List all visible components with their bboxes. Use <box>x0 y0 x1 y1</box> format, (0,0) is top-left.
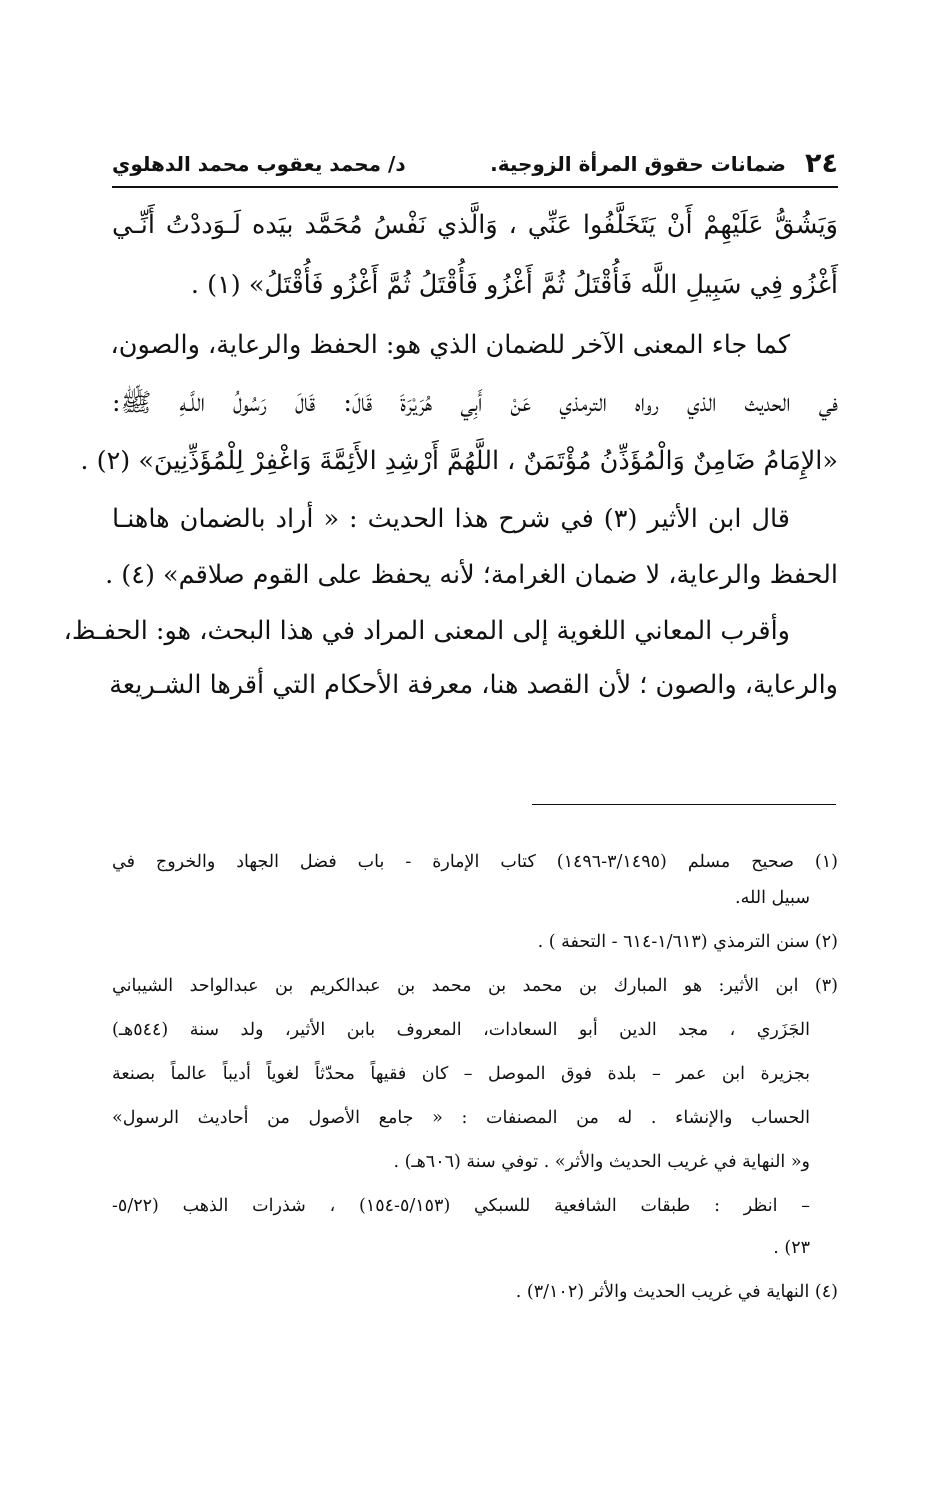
footnote-line: ٢٣) . <box>773 1238 810 1258</box>
footnote-line: (٤) النهاية في غريب الحديث والأثر (٣/١٠٢) . <box>515 1282 838 1302</box>
footnote-line: – انظر : طبقات الشافعية للسبكي (٥/١٥٣-١٥٤) ، شذرات الذهب (٥/٢٢- <box>112 1196 811 1216</box>
page-number: ٢٤ <box>805 148 838 179</box>
header-rule <box>112 186 838 188</box>
body-line: وأقرب المعاني اللغوية إلى المعنى المراد في هذا البحث، هو: الحفـظ، <box>63 616 790 646</box>
footnote-line: و« النهاية في غريب الحديث والأثر» . توفي سنة (٦٠٦هـ) . <box>393 1152 810 1172</box>
footnote-line: الحساب والإنشاء . له من المصنفات : « جامع الأصول من أحاديث الرسول» <box>112 1108 810 1128</box>
running-header <box>112 148 838 180</box>
footnote-line: سبيل الله. <box>735 888 810 908</box>
body-line: وَيَشُقُّ عَلَيْهِمْ أَنْ يَتَخَلَّفُوا عَنِّي ، وَالَّذي نَفْسُ مُحَمَّد بيَده لَـوَددْتُ أَنِّـي <box>112 210 838 240</box>
body-line: في الحديث الذي رواه الترمذي عَنْ أَبِي هُرَيْرَةَ قَالَ: قَالَ رَسُولُ اللَّـهِ ﷺ: <box>112 388 838 418</box>
footnote-line: الجَزَري ، مجد الدين أبو السعادات، المعروف بابن الأثير، ولد سنة (٥٤٤هـ) <box>112 1020 810 1040</box>
body-line: قال ابن الأثير (٣) في شرح هذا الحديث : « أراد بالضمان هاهنـا <box>112 504 790 534</box>
body-line: «الإِمَامُ ضَامِنٌ وَالْمُؤَذِّنُ مُؤْتَمَنٌ ، اللَّهُمَّ أَرْشِدِ الأَئِمَّةَ وَاغْفِرْ لِلْمُؤَذِّنِينَ» (٢) . <box>80 446 838 476</box>
author-name: د/ محمد يعقوب محمد الدهلوي <box>112 152 406 176</box>
body-line: الحفظ والرعاية، لا ضمان الغرامة؛ لأنه يحفظ على القوم صلاقم» (٤) . <box>105 560 838 590</box>
footnote-line: (٣) ابن الأثير: هو المبارك بن محمد بن محمد بن عبدالكريم بن عبدالواحد الشيباني <box>112 976 838 996</box>
book-title: ضمانات حقوق المرأة الزوجية. <box>490 152 786 176</box>
footnote-line: بجزيرة ابن عمر – بلدة فوق الموصل – كان فقيهاً محدّثاً لغوياً أديباً عالماً بصنعة <box>112 1064 810 1084</box>
body-line: كما جاء المعنى الآخر للضمان الذي هو: الحفظ والرعاية، والصون، <box>110 330 790 360</box>
footnote-line: (٢) سنن الترمذي (١/٦١٣-٦١٤ - التحفة ) . <box>537 932 838 952</box>
body-line: والرعاية، والصون ؛ لأن القصد هنا، معرفة الأحكام التي أقرها الشـريعة <box>109 670 838 700</box>
footnote-separator <box>532 804 836 805</box>
body-line: أَغْزُو فِي سَبِيلِ اللَّه فَأُقْتَلُ ثُمَّ أَغْزُو فَأُقْتَلُ ثُمَّ أَغْزُو فَأُقْتَلُ» (١) . <box>190 270 838 300</box>
footnote-line: (١) صحيح مسلم (٣/١٤٩٥-١٤٩٦) كتاب الإمارة - باب فضل الجهاد والخروج في <box>112 852 838 872</box>
